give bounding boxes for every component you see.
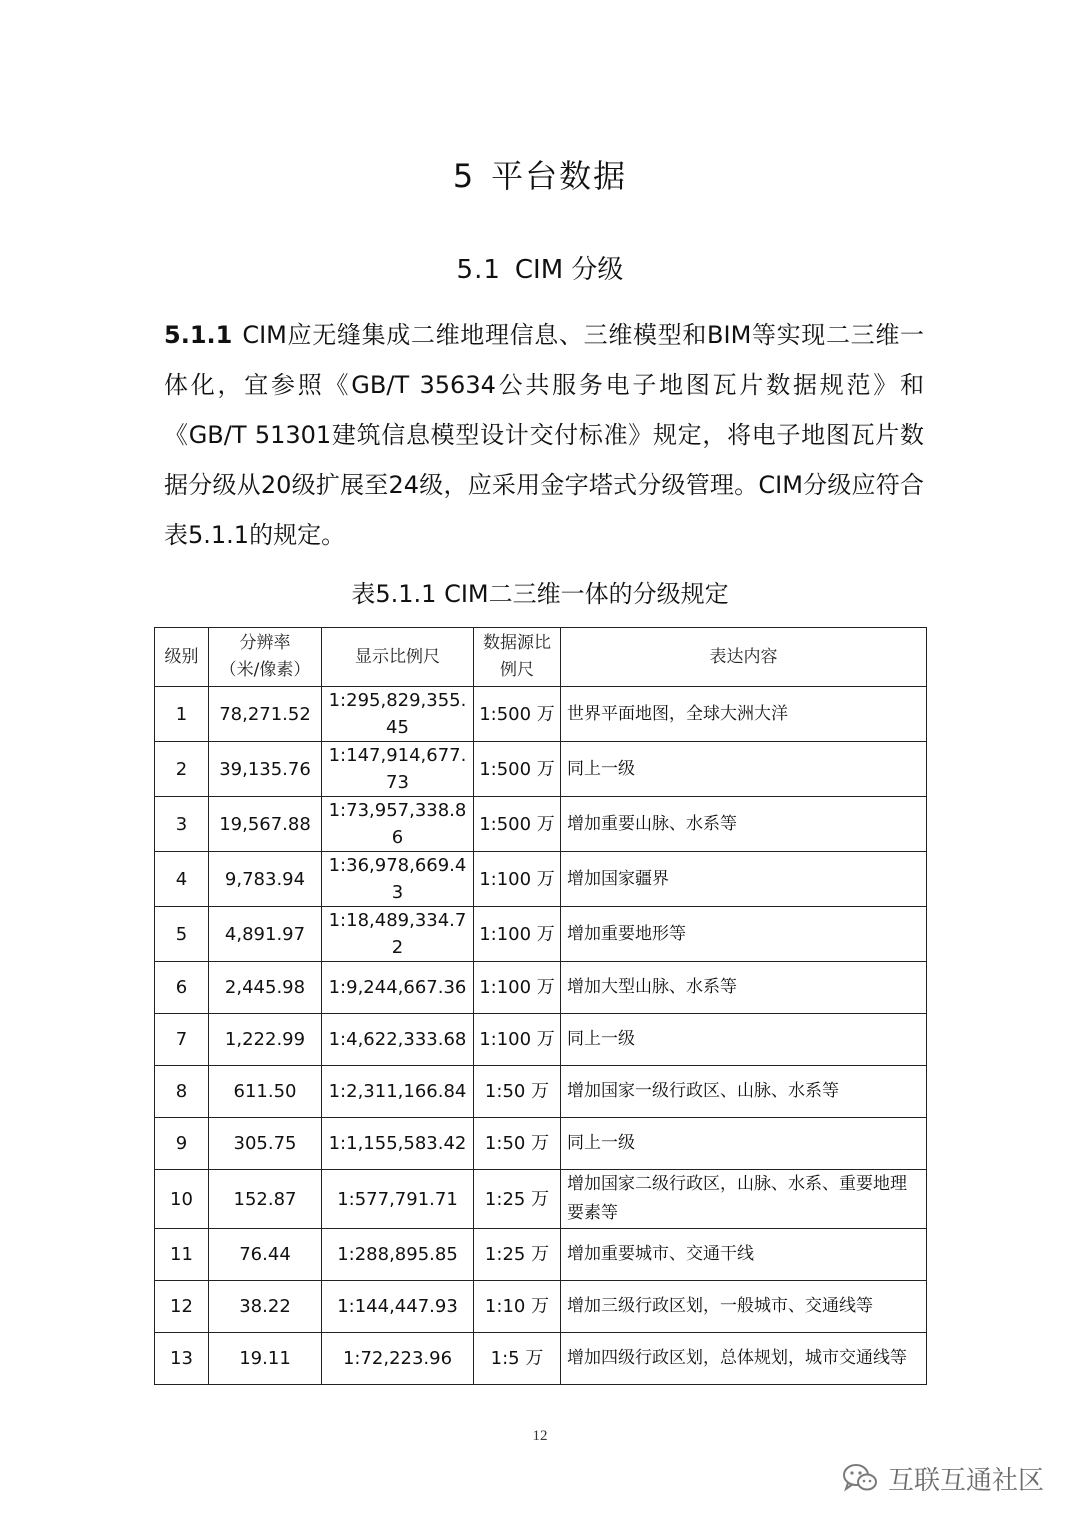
cell-level: 13: [155, 1333, 209, 1385]
cell-resolution: 611.50: [209, 1066, 322, 1118]
cell-source-scale: 1:500 万: [474, 687, 561, 742]
table-row: [155, 1118, 927, 1170]
header-source-line2: 例尺: [500, 660, 534, 680]
cell-resolution: 76.44: [209, 1229, 322, 1281]
cell-content: 同上一级: [561, 742, 927, 797]
cell-content: 同上一级: [561, 1118, 927, 1170]
table-row: [155, 742, 927, 797]
cell-level: 3: [155, 797, 209, 852]
cell-level: 6: [155, 962, 209, 1014]
cell-display-scale: 1:1,155,583.42: [322, 1118, 474, 1170]
header-scale: 显示比例尺: [322, 628, 474, 687]
cell-content: 增加国家疆界: [561, 852, 927, 907]
watermark-text: 互联互通社区: [887, 1465, 1044, 1496]
cell-display-scale: 1:72,223.96: [322, 1333, 474, 1385]
cell-resolution: 152.87: [209, 1170, 322, 1229]
cell-resolution: 2,445.98: [209, 962, 322, 1014]
cell-source-scale: 1:100 万: [474, 962, 561, 1014]
chapter-title-text: 平台数据: [491, 157, 628, 195]
cell-display-scale: 1:147,914,677.73: [322, 742, 474, 797]
cell-level: 10: [155, 1170, 209, 1229]
watermark: [842, 1458, 1044, 1498]
cell-level: 4: [155, 852, 209, 907]
page-number: 12: [532, 1428, 548, 1444]
table-row: [155, 852, 927, 907]
cell-display-scale: 1:36,978,669.43: [322, 852, 474, 907]
clause-text: CIM应无缝集成二维地理信息、三维模型和BIM等实现二三维一体化，宜参照《GB/T 35634公共服务电子地图瓦片数据规范》和《GB/T 51301建筑信息模型设计交付标准》规定，将电子地图瓦片数据分级从20级扩展至24级，应采用金字塔式分级管理。CIM分级应符合表5.1.1的规定。: [164, 321, 924, 549]
header-resolution-line1: 分辨率: [239, 633, 291, 653]
cell-content: 增加重要地形等: [561, 907, 927, 962]
cell-content: 同上一级: [561, 1014, 927, 1066]
section-title: [0, 248, 1080, 292]
cell-resolution: 305.75: [209, 1118, 322, 1170]
chapter-number: 5: [452, 157, 476, 195]
section-title-text: CIM 分级: [514, 255, 624, 285]
cell-resolution: 1,222.99: [209, 1014, 322, 1066]
table-row: [155, 1333, 927, 1385]
cell-display-scale: 1:295,829,355.45: [322, 687, 474, 742]
table-row: [155, 1014, 927, 1066]
table-header-row: [155, 628, 927, 687]
cell-display-scale: 1:18,489,334.72: [322, 907, 474, 962]
cell-content: 增加重要山脉、水系等: [561, 797, 927, 852]
table-row: [155, 687, 927, 742]
cell-resolution: 4,891.97: [209, 907, 322, 962]
header-resolution-line2: （米/像素）: [219, 660, 311, 680]
cell-display-scale: 1:577,791.71: [322, 1170, 474, 1229]
table-row: [155, 907, 927, 962]
cell-content: 增加国家一级行政区、山脉、水系等: [561, 1066, 927, 1118]
table-row: [155, 1066, 927, 1118]
table-row: [155, 797, 927, 852]
cell-resolution: 19,567.88: [209, 797, 322, 852]
grading-table: [154, 627, 927, 1385]
table-row: [155, 1170, 927, 1229]
chapter-title: [0, 148, 1080, 204]
cell-level: 12: [155, 1281, 209, 1333]
cell-display-scale: 1:144,447.93: [322, 1281, 474, 1333]
header-content: 表达内容: [561, 628, 927, 687]
table-row: [155, 1229, 927, 1281]
clause-number: 5.1.1: [164, 321, 233, 349]
clause-paragraph: [164, 310, 924, 560]
table-caption: 表5.1.1 CIM二三维一体的分级规定: [351, 580, 729, 608]
cell-source-scale: 1:100 万: [474, 907, 561, 962]
cell-source-scale: 1:50 万: [474, 1066, 561, 1118]
table-row: [155, 1281, 927, 1333]
header-resolution: [209, 628, 322, 687]
table-body: [155, 687, 927, 1385]
cell-source-scale: 1:50 万: [474, 1118, 561, 1170]
cell-level: 9: [155, 1118, 209, 1170]
cell-level: 5: [155, 907, 209, 962]
section-number: 5.1: [456, 255, 501, 285]
cell-resolution: 9,783.94: [209, 852, 322, 907]
cell-resolution: 39,135.76: [209, 742, 322, 797]
cell-content: 世界平面地图，全球大洲大洋: [561, 687, 927, 742]
header-source-scale: [474, 628, 561, 687]
cell-source-scale: 1:500 万: [474, 742, 561, 797]
cell-content: 增加四级行政区划，总体规划，城市交通线等: [561, 1333, 927, 1385]
cell-level: 11: [155, 1229, 209, 1281]
header-source-line1: 数据源比: [483, 633, 551, 653]
cell-source-scale: 1:5 万: [474, 1333, 561, 1385]
wechat-logo-icon: [842, 1463, 878, 1493]
cell-resolution: 78,271.52: [209, 687, 322, 742]
cell-source-scale: 1:500 万: [474, 797, 561, 852]
cell-content: 增加大型山脉、水系等: [561, 962, 927, 1014]
cell-source-scale: 1:100 万: [474, 1014, 561, 1066]
cell-source-scale: 1:100 万: [474, 852, 561, 907]
cell-display-scale: 1:2,311,166.84: [322, 1066, 474, 1118]
cell-display-scale: 1:288,895.85: [322, 1229, 474, 1281]
cell-content: 增加国家二级行政区，山脉、水系、重要地理要素等: [561, 1170, 927, 1229]
cell-level: 1: [155, 687, 209, 742]
cell-resolution: 38.22: [209, 1281, 322, 1333]
header-level: 级别: [155, 628, 209, 687]
cell-display-scale: 1:9,244,667.36: [322, 962, 474, 1014]
cell-source-scale: 1:10 万: [474, 1281, 561, 1333]
cell-level: 7: [155, 1014, 209, 1066]
cell-display-scale: 1:73,957,338.86: [322, 797, 474, 852]
cell-level: 8: [155, 1066, 209, 1118]
cell-content: 增加重要城市、交通干线: [561, 1229, 927, 1281]
cell-display-scale: 1:4,622,333.68: [322, 1014, 474, 1066]
cell-content: 增加三级行政区划，一般城市、交通线等: [561, 1281, 927, 1333]
table-row: [155, 962, 927, 1014]
cell-resolution: 19.11: [209, 1333, 322, 1385]
cell-level: 2: [155, 742, 209, 797]
cell-source-scale: 1:25 万: [474, 1170, 561, 1229]
cell-source-scale: 1:25 万: [474, 1229, 561, 1281]
